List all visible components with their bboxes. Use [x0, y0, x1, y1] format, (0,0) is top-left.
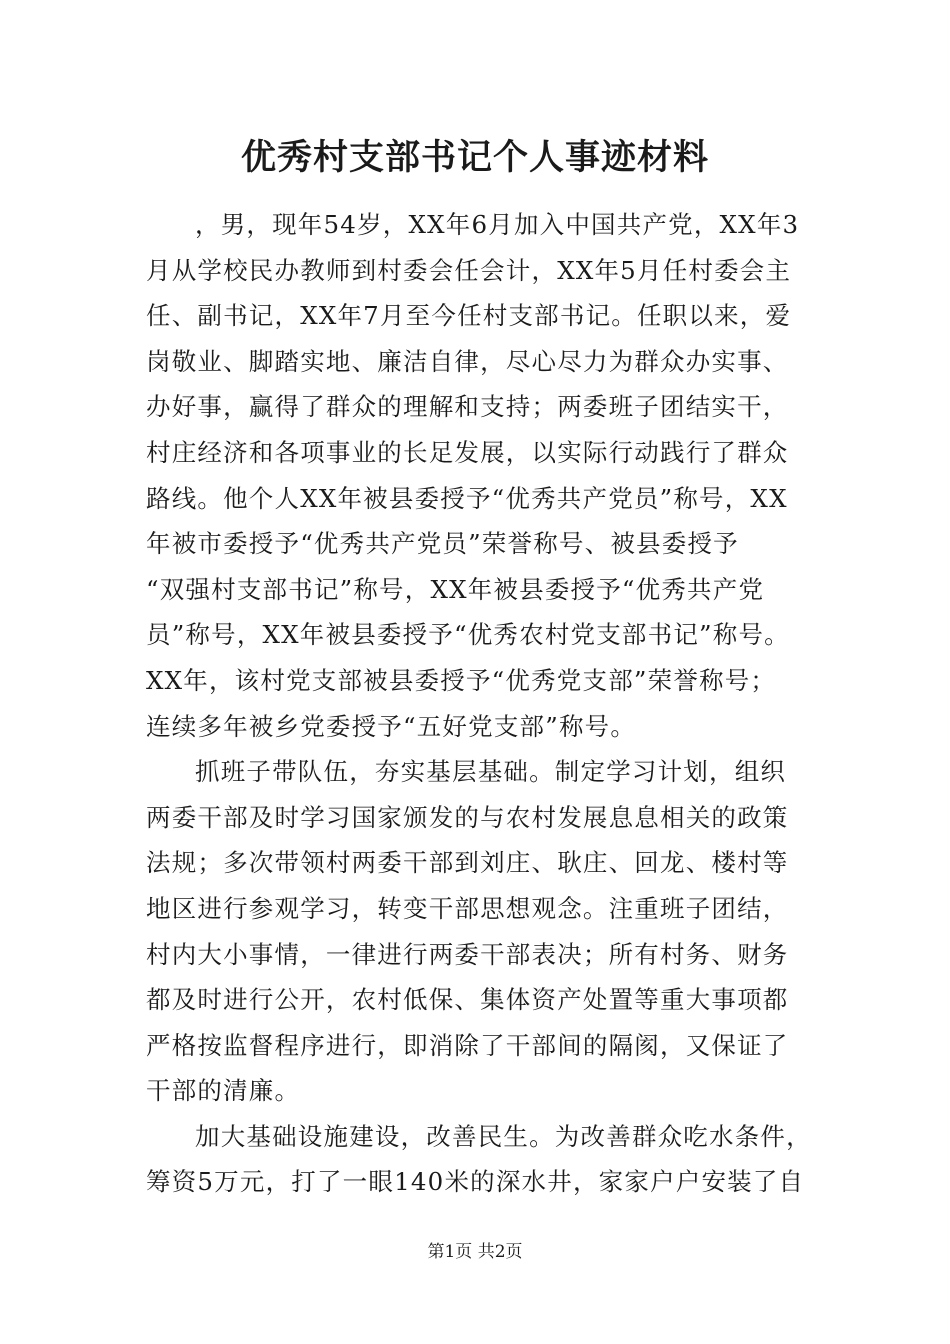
text-line: 地区进行参观学习，转变干部思想观念。注重班子团结， [146, 893, 789, 923]
text-line: ，男，现年54岁，XX年6月加入中国共产党，XX年3 [195, 210, 800, 239]
text-line: 路线。他个人XX年被县委授予“优秀共产党员”称号，XX [146, 483, 788, 513]
text-line: 抓班子带队伍，夯实基层基础。制定学习计划，组织 [195, 757, 787, 787]
text-line: 村庄经济和各项事业的长足发展，以实际行动践行了群众 [146, 437, 789, 467]
text-line: 两委干部及时学习国家颁发的与农村发展息息相关的政策 [146, 802, 789, 832]
text-line: 月从学校民办教师到村委会任会计，XX年5月任村委会主 [146, 255, 792, 285]
text-line: 干部的清廉。 [146, 1076, 301, 1106]
text-line: 员”称号，XX年被县委授予“优秀农村党支部书记”称号。 [146, 620, 790, 650]
text-line: 年被市委授予“优秀共产党员”荣誉称号、被县委授予 [146, 529, 739, 559]
document-body [146, 202, 826, 1205]
text-line: 加大基础设施建设，改善民生。为改善群众吃水条件， [195, 1121, 812, 1151]
text-line: 村内大小事情，一律进行两委干部表决；所有村务、财务 [146, 939, 789, 969]
document-title: 优秀村支部书记个人事迹材料 [240, 137, 709, 178]
text-line: 严格按监督程序进行，即消除了干部间的隔阂，又保证了 [146, 1030, 789, 1060]
text-line: 任、副书记，XX年7月至今任村支部书记。任职以来，爱 [146, 301, 792, 331]
text-line: 连续多年被乡党委授予“五好党支部”称号。 [146, 711, 637, 741]
text-line: 办好事，赢得了群众的理解和支持；两委班子团结实干， [146, 392, 789, 422]
text-line: 法规；多次带领村两委干部到刘庄、耿庄、回龙、楼村等 [146, 848, 789, 878]
page-footer: 第1页 共2页 [427, 1242, 523, 1262]
text-line: 岗敬业、脚踏实地、廉洁自律，尽心尽力为群众办实事、 [146, 346, 789, 376]
text-line: XX年，该村党支部被县委授予“优秀党支部”荣誉称号； [146, 665, 777, 695]
text-line: 筹资5万元，打了一眼140米的深水井，家家户户安装了自 [146, 1167, 805, 1197]
text-line: “双强村支部书记”称号，XX年被县委授予“优秀共产党 [146, 574, 765, 604]
text-line: 都及时进行公开，农村低保、集体资产处置等重大事项都 [146, 985, 789, 1015]
